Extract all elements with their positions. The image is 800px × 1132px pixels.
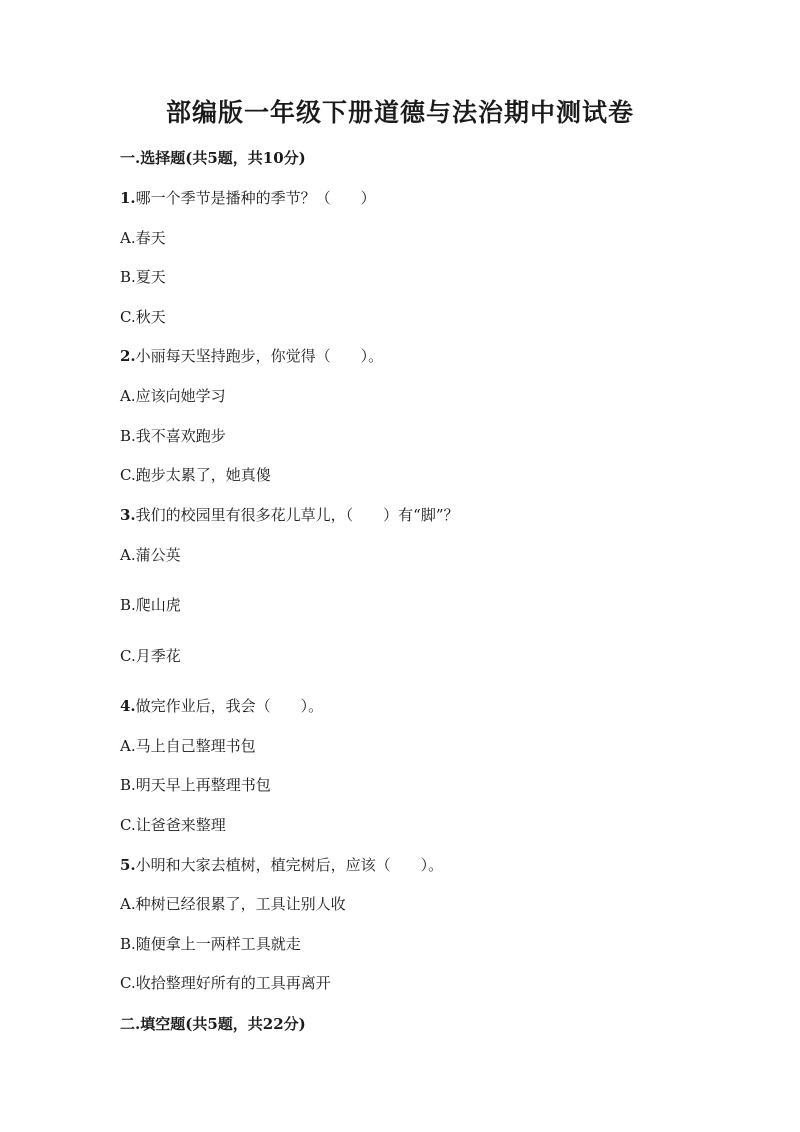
question-4-option-a: A.马上自己整理书包 — [120, 737, 256, 755]
question-text: 小丽每天坚持跑步，你觉得（ ）。 — [135, 347, 384, 365]
question-number: 3. — [120, 506, 136, 524]
question-5-option-c: C.收拾整理好所有的工具再离开 — [120, 974, 331, 992]
question-text: 哪一个季节是播种的季节？（ ） — [135, 189, 376, 207]
question-2 — [120, 346, 383, 366]
question-number: 4. — [120, 697, 136, 715]
question-1-option-b: B.夏天 — [120, 268, 166, 286]
question-5 — [120, 855, 443, 875]
question-text: 我们的校园里有很多花儿草儿，（ ）有“脚”？ — [135, 506, 459, 524]
question-4 — [120, 696, 323, 716]
question-1-option-a: A.春天 — [120, 229, 166, 247]
question-2-option-a: A.应该向她学习 — [120, 387, 226, 405]
question-1-option-c: C.秋天 — [120, 308, 166, 326]
question-3-option-a: A.蒲公英 — [120, 546, 181, 564]
question-3-option-c: C.月季花 — [120, 647, 181, 665]
question-5-option-b: B.随便拿上一两样工具就走 — [120, 935, 301, 953]
question-4-option-c: C.让爸爸来整理 — [120, 816, 226, 834]
section-heading-choice: 一.选择题(共5题，共10分) — [120, 149, 306, 167]
page-title: 部编版一年级下册道德与法治期中测试卷 — [165, 98, 634, 127]
question-2-option-c: C.跑步太累了，她真傻 — [120, 466, 271, 484]
question-text: 小明和大家去植树，植完树后，应该（ ）。 — [135, 856, 444, 874]
question-3-option-b: B.爬山虎 — [120, 596, 181, 614]
question-number: 2. — [120, 347, 136, 365]
question-number: 1. — [120, 189, 136, 207]
question-number: 5. — [120, 856, 136, 874]
question-text: 做完作业后，我会（ ）。 — [135, 697, 324, 715]
question-4-option-b: B.明天早上再整理书包 — [120, 776, 271, 794]
question-5-option-a: A.种树已经很累了，工具让别人收 — [120, 895, 346, 913]
question-2-option-b: B.我不喜欢跑步 — [120, 427, 226, 445]
question-3 — [120, 505, 459, 525]
question-1 — [120, 188, 376, 208]
section-heading-fill-blank: 二.填空题(共5题，共22分) — [120, 1015, 306, 1033]
